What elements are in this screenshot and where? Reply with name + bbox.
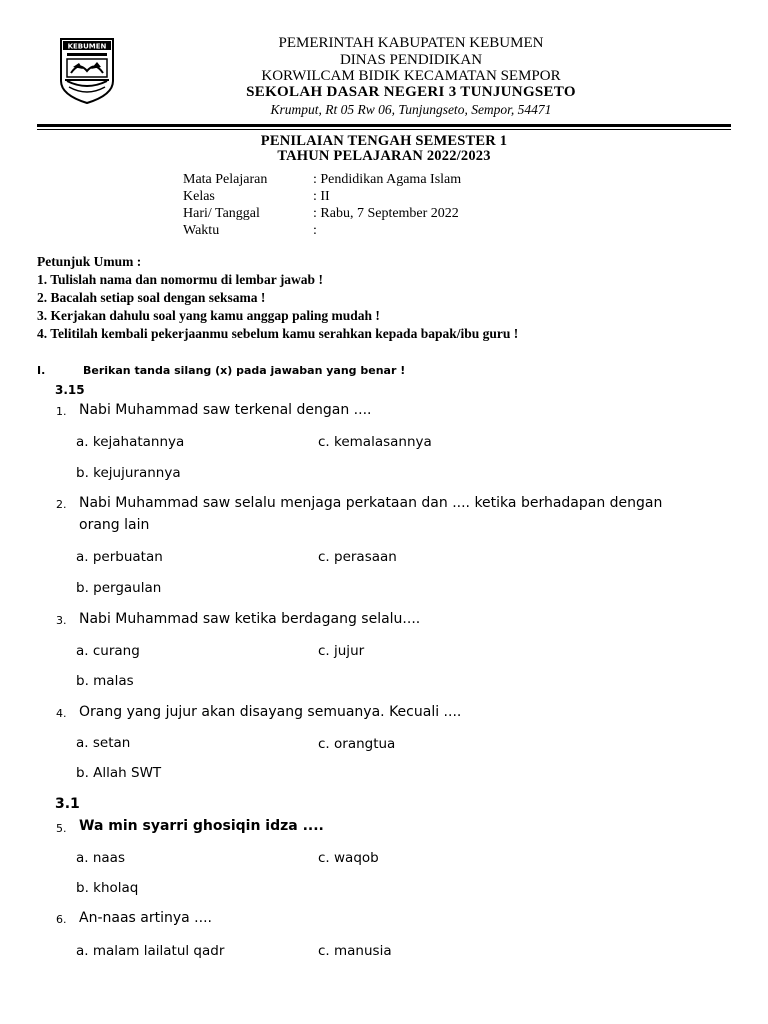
header-government: PEMERINTAH KABUPATEN KEBUMEN [278,35,544,51]
option-c: c. jujur [318,643,365,659]
meta-label-class: Kelas [183,189,215,204]
question-number: 4. [56,707,67,720]
section-number: I. [37,364,46,377]
header-school-name: SEKOLAH DASAR NEGERI 3 TUNJUNGSETO [246,84,576,100]
header-department: DINAS PENDIDIKAN [339,52,483,68]
question-text: Nabi Muhammad saw selalu menjaga perkataan dan .... ketika berhadapan dengan [79,495,663,511]
option-b: b. kholaq [76,880,139,896]
meta-label-subject: Mata Pelajaran [183,172,268,187]
header-divider-thick [37,124,731,127]
header-address: Krumput, Rt 05 Rw 06, Tunjungseto, Sempor, 54471 [270,102,552,117]
instruction-item: 2. Bacalah setiap soal dengan seksama ! [37,290,266,305]
question-number: 1. [56,405,67,418]
instruction-item: 3. Kerjakan dahulu soal yang kamu anggap paling mudah ! [37,308,380,323]
option-c: c. waqob [318,850,379,866]
section-instruction: Berikan tanda silang (x) pada jawaban yang benar ! [83,364,406,377]
option-a: a. perbuatan [76,549,163,565]
exam-title: PENILAIAN TENGAH SEMESTER 1 [260,133,508,149]
meta-value-class: : II [313,189,330,204]
meta-label-time: Waktu [183,223,220,238]
option-a: a. setan [76,735,131,751]
option-b: b. Allah SWT [76,765,162,781]
question-text: Wa min syarri ghosiqin idza .... [79,818,324,834]
option-a: a. kejahatannya [76,434,185,450]
option-c: c. orangtua [318,736,396,752]
meta-value-subject: : Pendidikan Agama Islam [313,172,462,187]
kebumen-emblem [59,37,115,105]
option-b: b. malas [76,673,134,689]
instructions-heading: Petunjuk Umum : [37,254,142,269]
competency-code: 3.1 [55,796,80,812]
question-number: 5. [56,822,67,835]
header-divider-thin [37,129,731,130]
option-a: a. curang [76,643,140,659]
question-number: 2. [56,498,67,511]
option-a: a. malam lailatul qadr [76,943,225,959]
option-c: c. manusia [318,943,392,959]
option-b: b. kejujurannya [76,465,181,481]
question-text: Orang yang jujur akan disayang semuanya. Kecuali .... [79,704,462,720]
question-text: An-naas artinya .... [79,910,212,926]
meta-value-date: : Rabu, 7 September 2022 [313,206,459,221]
instruction-item: 4. Telitilah kembali pekerjaanmu sebelum kamu serahkan kepada bapak/ibu guru ! [37,326,519,341]
option-a: a. naas [76,850,125,866]
option-c: c. perasaan [318,549,397,565]
header-korwilcam: KORWILCAM BIDIK KECAMATAN SEMPOR [261,68,561,84]
question-number: 3. [56,614,67,627]
question-number: 6. [56,913,67,926]
option-c: c. kemalasannya [318,434,432,450]
logo-text: KEBUMEN [67,42,107,51]
instruction-item: 1. Tulislah nama dan nomormu di lembar jawab ! [37,272,323,287]
exam-year: TAHUN PELAJARAN 2022/2023 [277,148,491,164]
competency-code: 3.15 [55,383,85,397]
meta-label-date: Hari/ Tanggal [183,206,260,221]
question-text: Nabi Muhammad saw ketika berdagang selalu.... [79,611,421,627]
meta-value-time: : [313,223,317,238]
option-b: b. pergaulan [76,580,162,596]
question-text-continued: orang lain [79,517,150,533]
question-text: Nabi Muhammad saw terkenal dengan .... [79,402,372,418]
